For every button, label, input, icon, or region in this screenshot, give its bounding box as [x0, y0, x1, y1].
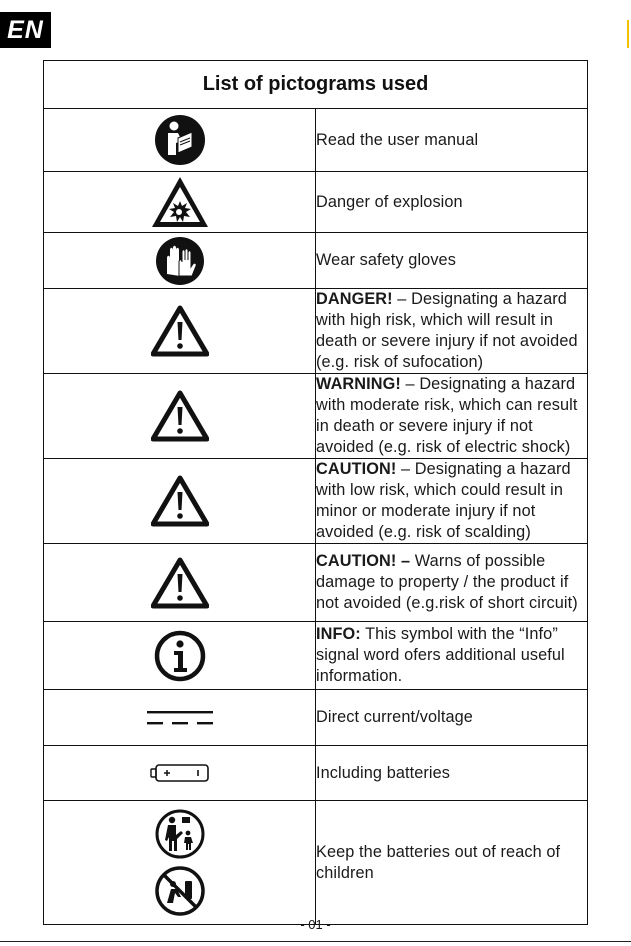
table-header-row: [44, 61, 588, 109]
row-text: [316, 801, 588, 925]
table-row: [44, 172, 588, 233]
icon-cell: [44, 544, 316, 622]
icon-cell: [44, 690, 316, 746]
page-number: - 01 -: [300, 917, 331, 932]
icon-cell: [44, 172, 316, 233]
signal-word: INFO:: [316, 625, 361, 643]
direct-current-icon: [147, 708, 213, 728]
icon-cell: [44, 289, 316, 374]
keep-away-from-children-icon: [154, 807, 206, 919]
row-text: [316, 233, 588, 289]
warning-triangle-icon: [151, 475, 209, 527]
bottom-rule: [0, 941, 631, 942]
icon-cell: [44, 801, 316, 925]
language-badge: EN: [0, 12, 51, 48]
icon-cell: [44, 746, 316, 801]
icon-cell: [44, 109, 316, 172]
table-row: [44, 109, 588, 172]
row-description: – Designating a hazard with high risk, which will result in death or severe injury if not avoided (e.g. risk of sufocation): [316, 290, 578, 371]
table-row: [44, 544, 588, 622]
signal-word: DANGER!: [316, 290, 393, 308]
row-text: [316, 109, 588, 172]
warning-triangle-icon: [151, 305, 209, 357]
row-description: Keep the batteries out of reach of children: [316, 842, 561, 882]
warning-triangle-icon: [151, 557, 209, 609]
explosion-warning-icon: [150, 175, 210, 229]
row-text: [316, 172, 588, 233]
safety-gloves-icon: [155, 236, 205, 286]
row-description: Including batteries: [316, 763, 451, 782]
table-title: List of pictograms used: [44, 61, 588, 109]
row-description: – Designating a hazard with low risk, which could result in minor or moderate injury if not avoided (e.g. risk of scalding): [316, 460, 571, 541]
icon-cell: [44, 233, 316, 289]
pictogram-table: [43, 60, 588, 925]
icon-cell: [44, 374, 316, 459]
row-description: Danger of explosion: [316, 192, 463, 211]
warning-triangle-icon: [151, 390, 209, 442]
signal-word: CAUTION! –: [316, 552, 411, 570]
row-description: Read the user manual: [316, 130, 479, 149]
table-row: [44, 374, 588, 459]
signal-word: WARNING!: [316, 375, 401, 393]
table-row: [44, 289, 588, 374]
read-manual-icon: [154, 114, 206, 166]
table-row: [44, 233, 588, 289]
row-text: [316, 459, 588, 544]
row-description: Direct current/voltage: [316, 708, 473, 726]
battery-icon: [150, 763, 210, 783]
signal-word: CAUTION!: [316, 460, 397, 478]
table-row: [44, 459, 588, 544]
info-icon: [154, 630, 206, 682]
row-text: [316, 289, 588, 374]
row-text: [316, 374, 588, 459]
row-description: Warns of possible damage to property / the product if not avoided (e.g.risk of short circuit): [316, 552, 578, 612]
row-text: [316, 746, 588, 801]
table-row: [44, 801, 588, 925]
row-text: [316, 544, 588, 622]
table-row: [44, 622, 588, 690]
row-text: [316, 622, 588, 690]
table-row: [44, 746, 588, 801]
table-row: [44, 690, 588, 746]
row-description: Wear safety gloves: [316, 251, 456, 269]
edge-mark: [627, 20, 629, 48]
row-text: [316, 690, 588, 746]
icon-cell: [44, 459, 316, 544]
icon-cell: [44, 622, 316, 690]
row-description: – Designating a hazard with moderate risk, which can result in death or severe injury if not avoided (e.g. risk of electric shock): [316, 375, 578, 456]
row-description: This symbol with the “Info” signal word ofers additional useful information.: [316, 625, 565, 685]
